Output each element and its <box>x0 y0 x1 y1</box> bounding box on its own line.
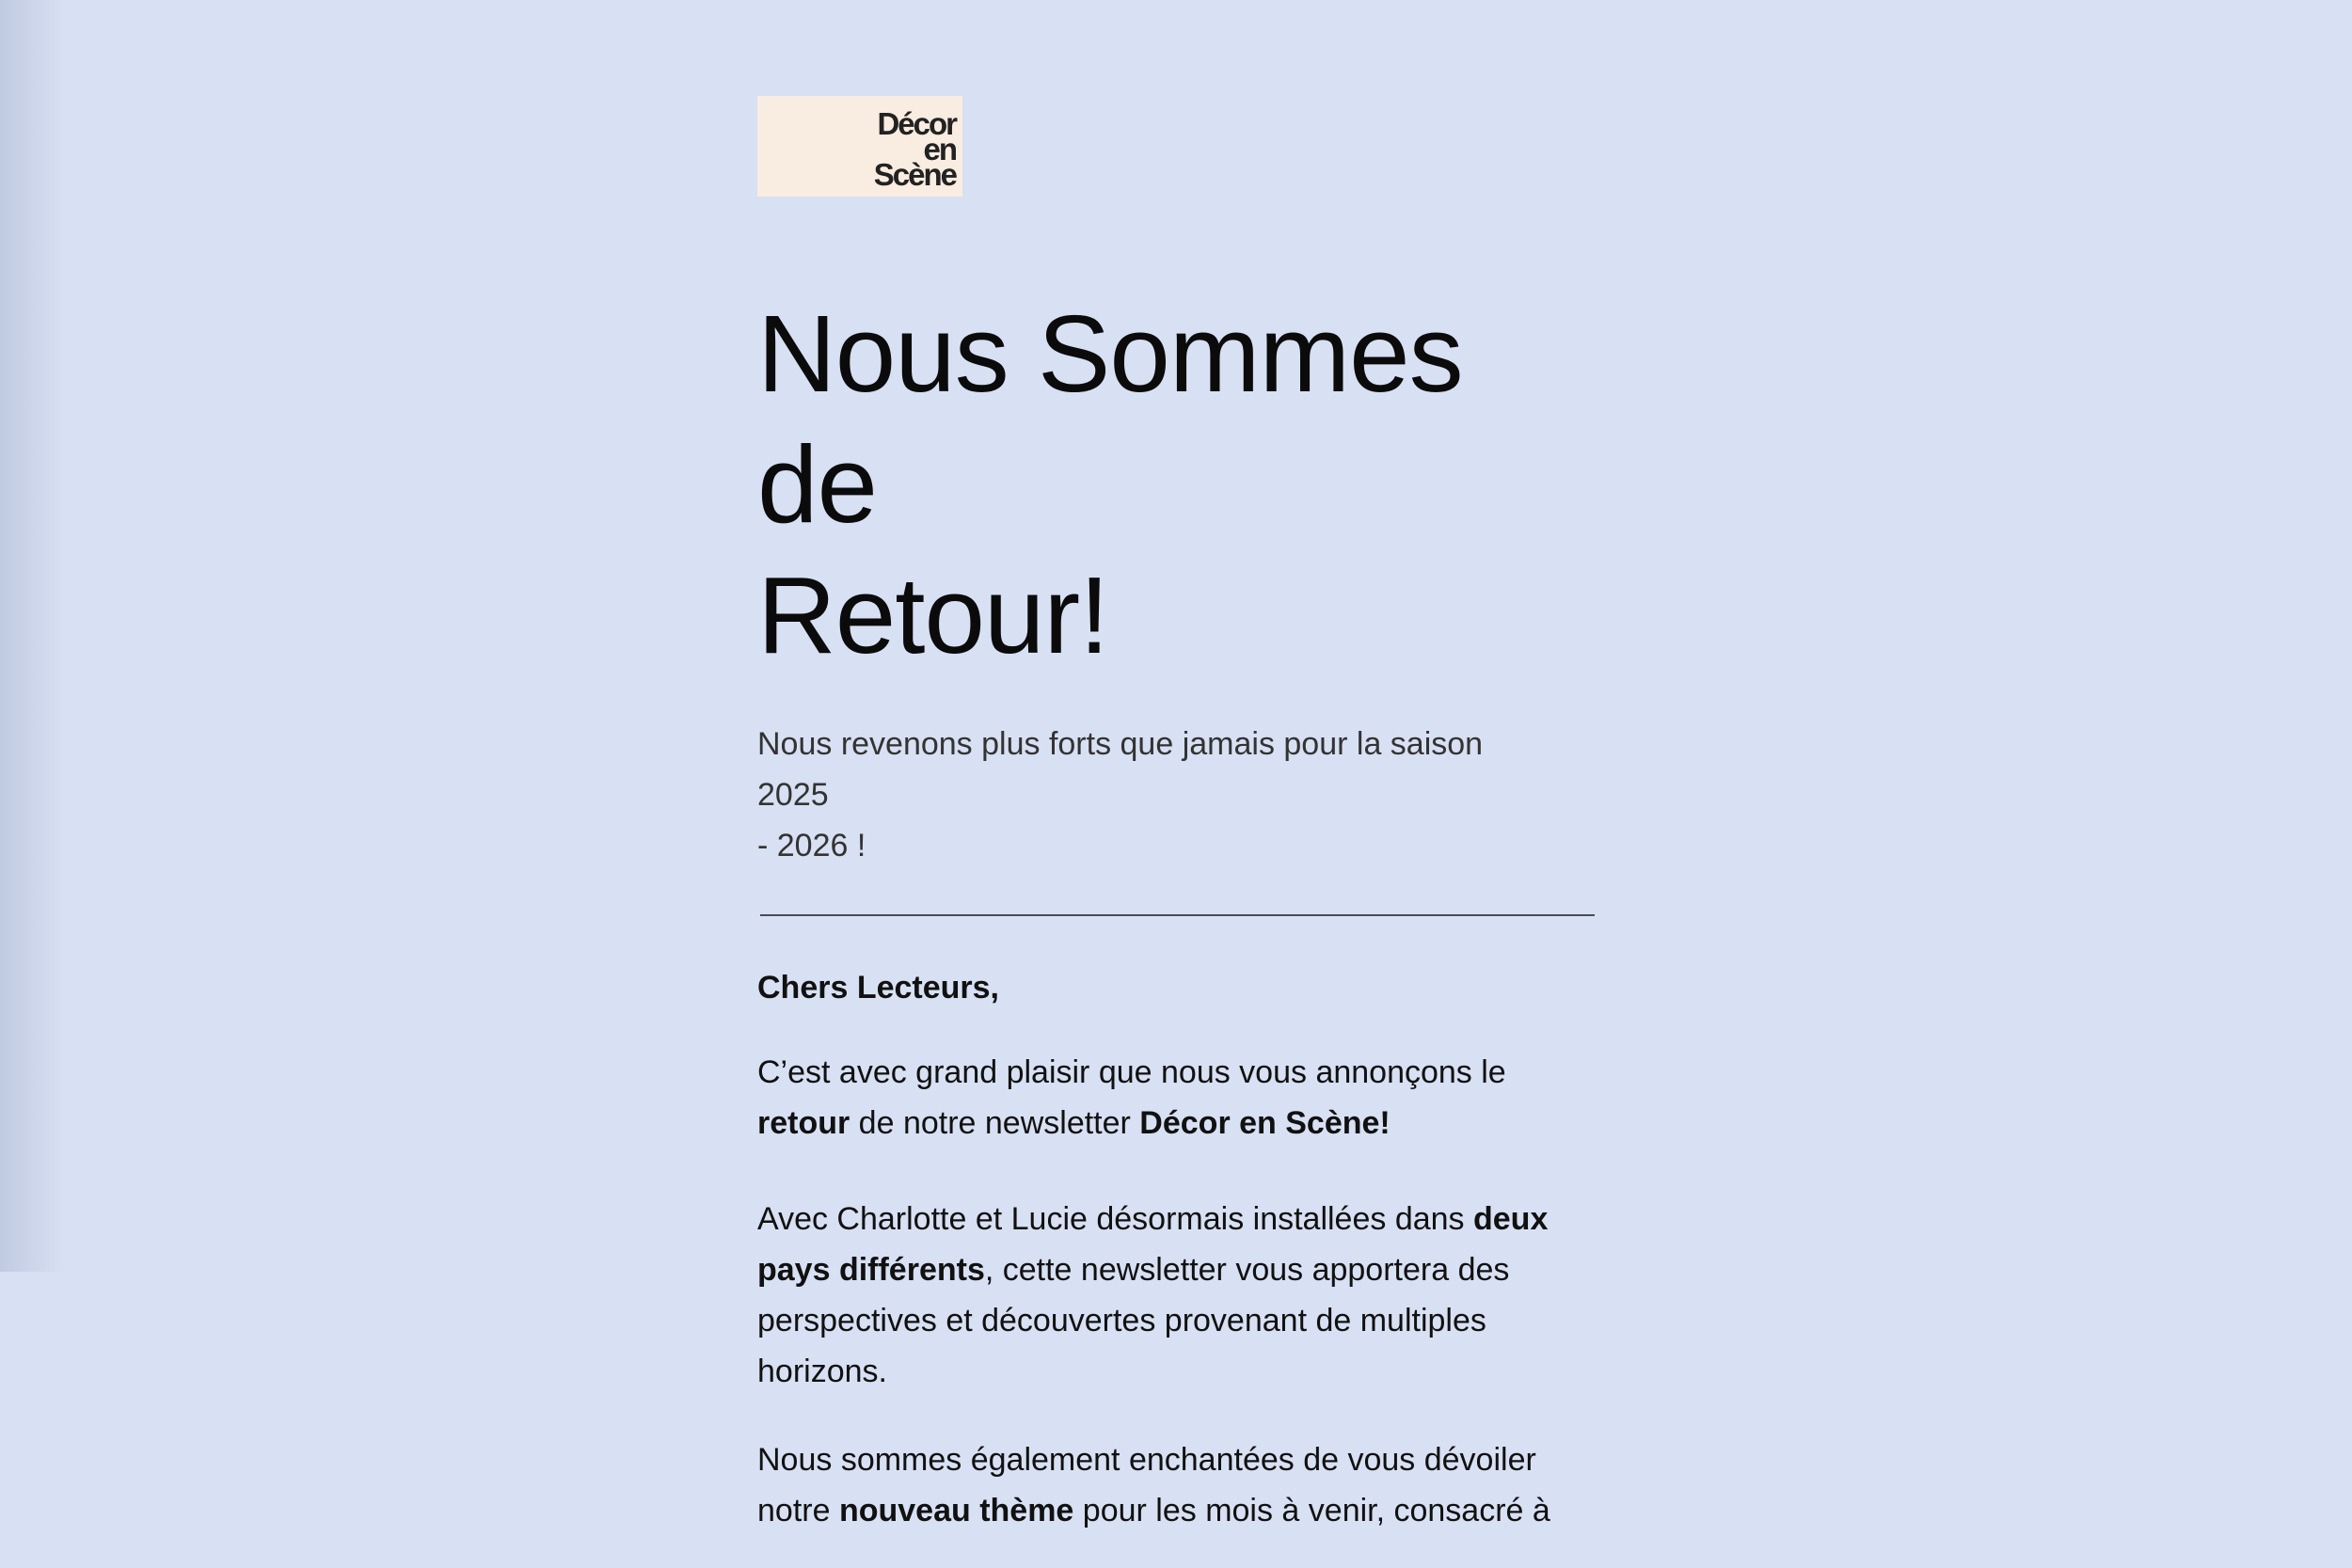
title-line-2: Retour! <box>757 554 1109 676</box>
brand-logo <box>757 96 962 197</box>
logo-line-1: Décor <box>877 106 956 141</box>
paragraph-1-bold-2: Décor en Scène! <box>1139 1105 1391 1141</box>
title-line-1: Nous Sommes de <box>757 293 1463 546</box>
letter-paragraph-3 <box>757 1434 1595 1536</box>
newsletter-content <box>757 96 1595 1568</box>
newsletter-title <box>757 289 1595 681</box>
paragraph-2-text-2: , cette newsletter vous apportera des perspectives et découvertes provenant de multiples horizons. <box>757 1252 1510 1389</box>
section-divider <box>760 914 1595 916</box>
paragraph-2-text-1: Avec Charlotte et Lucie désormais installées dans <box>757 1201 1473 1237</box>
letter-paragraph-1 <box>757 1047 1595 1148</box>
paragraph-2-bold-1: deux pays différents <box>757 1201 1549 1288</box>
newsletter-subtitle <box>757 719 1538 871</box>
logo-line-3: Scène <box>873 157 956 192</box>
paragraph-3-bold-1: nouveau thème <box>838 1493 1074 1528</box>
letter-paragraph-2 <box>757 1194 1595 1397</box>
logo-line-2: en <box>923 132 956 166</box>
window-edge-shadow <box>0 0 66 1272</box>
paragraph-3-text-2: pour les mois à venir, consacré à <box>1073 1493 1550 1528</box>
logo-text <box>805 106 956 192</box>
letter-salutation: Chers Lecteurs, <box>757 970 999 1006</box>
paragraph-3-text-1: Nous sommes également enchantées de vous dévoiler notre <box>757 1442 1536 1528</box>
paragraph-1-text-1: C’est avec grand plaisir que nous vous annonçons le <box>757 1054 1506 1090</box>
subtitle-line-1: Nous revenons plus forts que jamais pour la saison 2025 <box>757 726 1484 813</box>
paragraph-1-bold-1: retour <box>757 1105 850 1141</box>
subtitle-line-2: - 2026 ! <box>757 828 866 863</box>
paragraph-1-text-2: de notre newsletter <box>850 1105 1140 1141</box>
